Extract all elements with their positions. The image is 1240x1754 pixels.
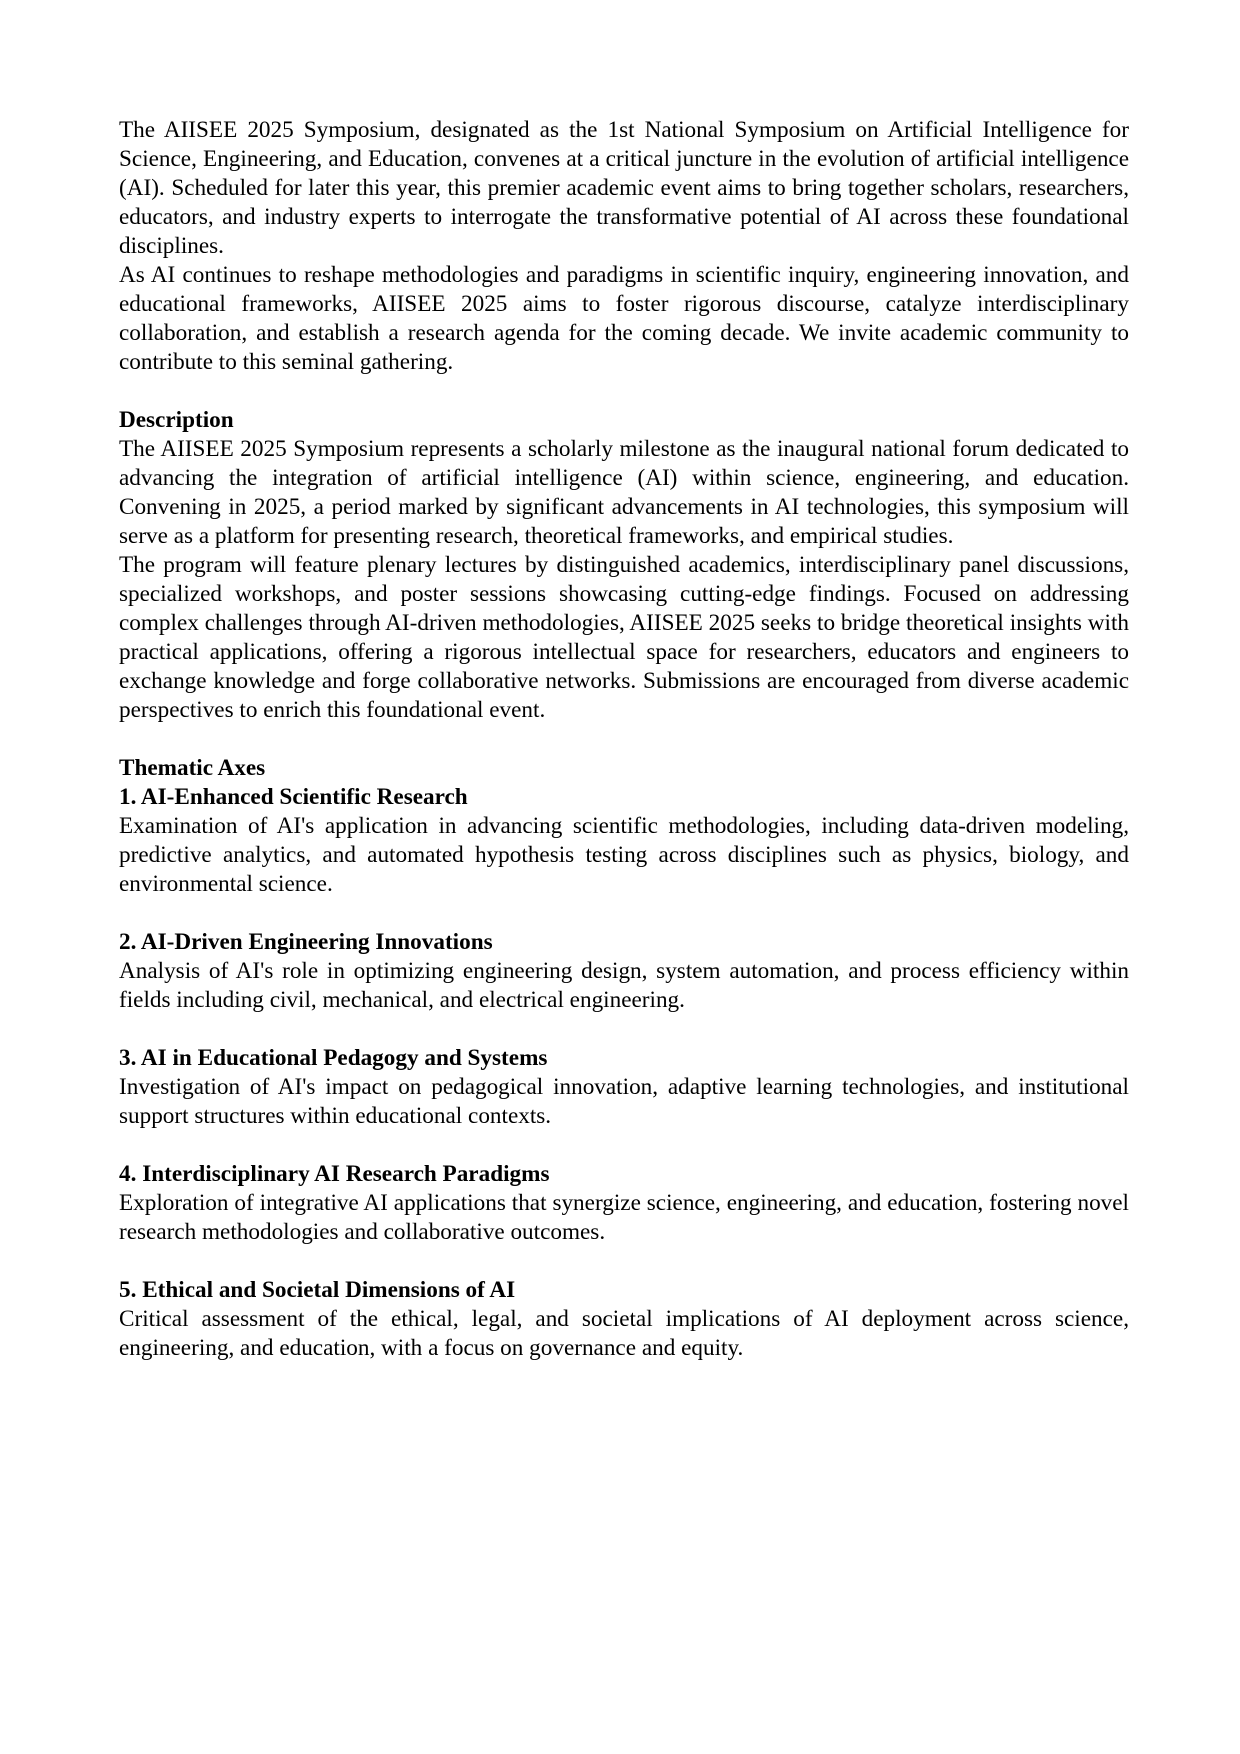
section-gap	[119, 899, 1129, 928]
thematic-axis-1	[119, 783, 1129, 899]
intro-paragraph-1: The AIISEE 2025 Symposium, designated as the 1st National Symposium on Artificial Intelligence for Science, Engineering, and Education, convenes at a critical juncture in the evolution of artificial intelligence (AI). Scheduled for later this year, this premier academic event aims to bring together scholars, researchers, educators, and industry experts to interrogate the transformative potential of AI across these foundational disciplines.	[119, 117, 1129, 259]
section-gap	[119, 725, 1129, 754]
thematic-axis-text: Exploration of integrative AI applications that synergize science, engineering, and education, fostering novel research methodologies and collaborative outcomes.	[119, 1190, 1129, 1245]
thematic-axis-text: Analysis of AI's role in optimizing engineering design, system automation, and process efficiency within fields including civil, mechanical, and electrical engineering.	[119, 958, 1129, 1013]
section-gap	[119, 1247, 1129, 1276]
thematic-axis-text: Examination of AI's application in advancing scientific methodologies, including data-driven modeling, predictive analytics, and automated hypothesis testing across disciplines such as physics, biology, and environmental science.	[119, 813, 1129, 897]
thematic-axis-text: Investigation of AI's impact on pedagogical innovation, adaptive learning technologies, and institutional support structures within educational contexts.	[119, 1074, 1129, 1129]
description-heading: Description	[119, 407, 234, 433]
section-gap	[119, 1131, 1129, 1160]
intro-paragraph-2: As AI continues to reshape methodologies and paradigms in scientific inquiry, engineering innovation, and educational frameworks, AIISEE 2025 aims to foster rigorous discourse, catalyze interdisciplinary collaboration, and establish a research agenda for the coming decade. We invite academic community to contribute to this seminal gathering.	[119, 262, 1129, 375]
thematic-axis-5	[119, 1276, 1129, 1363]
thematic-axis-title: 5. Ethical and Societal Dimensions of AI	[119, 1277, 516, 1303]
thematic-axis-3	[119, 1044, 1129, 1131]
thematic-axis-2	[119, 928, 1129, 1015]
section-gap	[119, 377, 1129, 406]
document-body	[119, 116, 1129, 1363]
thematic-axis-title: 4. Interdisciplinary AI Research Paradigms	[119, 1161, 550, 1187]
description-paragraph-2: The program will feature plenary lectures by distinguished academics, interdisciplinary panel discussions, specialized workshops, and poster sessions showcasing cutting-edge findings. Focused on addressing complex challenges through AI-driven methodologies, AIISEE 2025 seeks to bridge theoretical insights with practical applications, offering a rigorous intellectual space for researchers, educators and engineers to exchange knowledge and forge collaborative networks. Submissions are encouraged from diverse academic perspectives to enrich this foundational event.	[119, 552, 1129, 723]
thematic-axis-title: 1. AI-Enhanced Scientific Research	[119, 784, 468, 810]
thematic-axis-title: 3. AI in Educational Pedagogy and Systems	[119, 1045, 548, 1071]
thematic-axes-heading: Thematic Axes	[119, 755, 266, 781]
description-paragraph-1: The AIISEE 2025 Symposium represents a scholarly milestone as the inaugural national forum dedicated to advancing the integration of artificial intelligence (AI) within science, engineering, and education. Convening in 2025, a period marked by significant advancements in AI technologies, this symposium will serve as a platform for presenting research, theoretical frameworks, and empirical studies.	[119, 436, 1129, 549]
section-gap	[119, 1015, 1129, 1044]
thematic-axis-title: 2. AI-Driven Engineering Innovations	[119, 929, 493, 955]
thematic-axis-4	[119, 1160, 1129, 1247]
thematic-axis-text: Critical assessment of the ethical, legal, and societal implications of AI deployment across science, engineering, and education, with a focus on governance and equity.	[119, 1306, 1129, 1361]
